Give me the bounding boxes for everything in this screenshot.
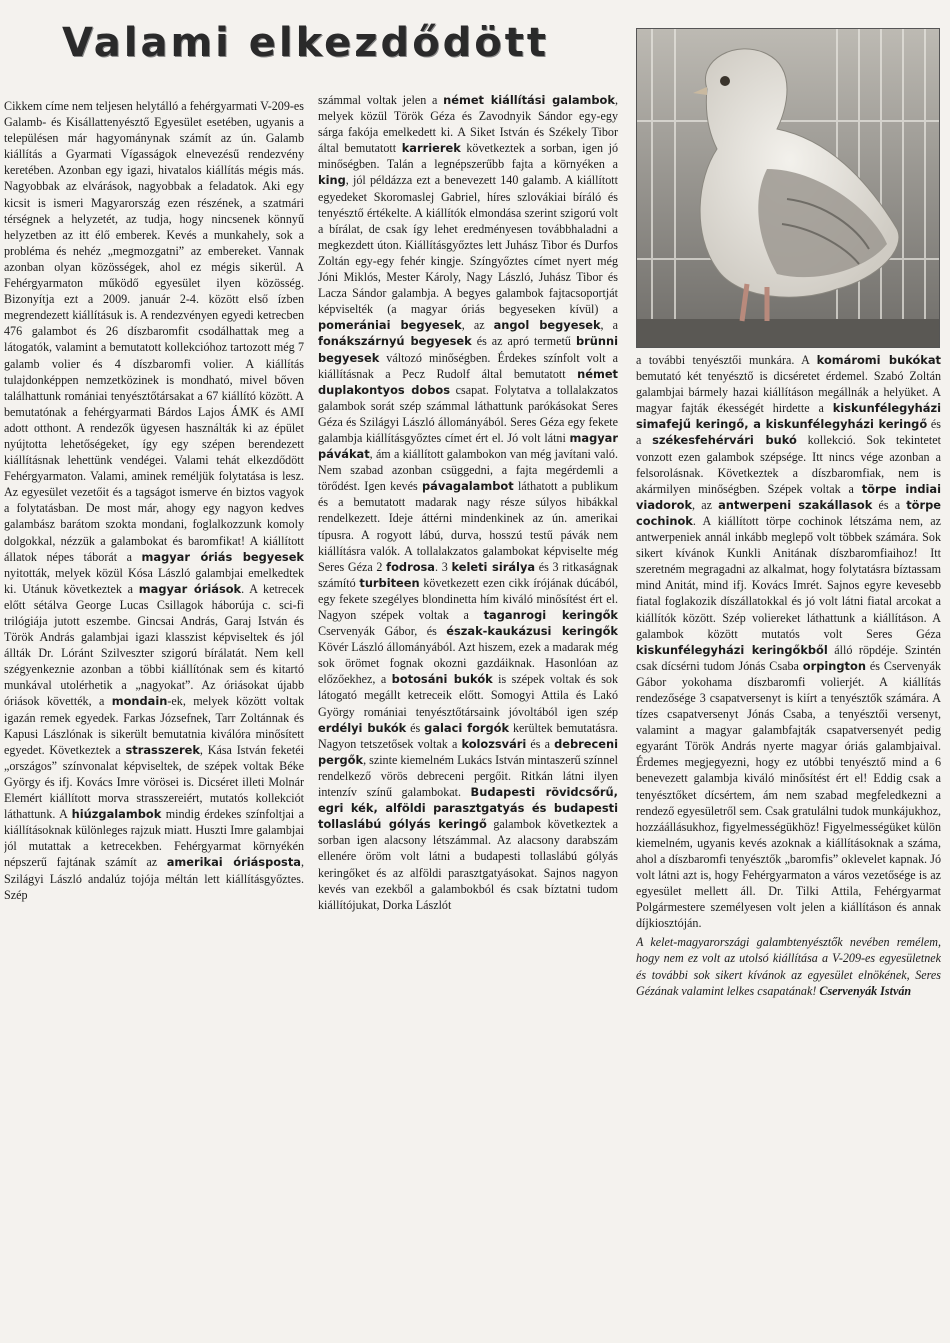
pigeon-photo — [636, 28, 940, 348]
article-text-run: következtek a sorban, igen jó minőségben. Talán a legnépszerűbb fajta a környéken a — [318, 141, 618, 172]
article-text-run: és az apró termetű — [471, 334, 576, 349]
author-signature: Cservenyák István — [819, 983, 912, 998]
highlighted-breed-name: törpe cochinok — [636, 497, 941, 528]
article-text-run: -ek, melyek között voltak igazán remek egyedek. Farkas Józsefnek, Tarr Zoltánnak és Kapusi Lászlónak is sikerült bemutatnia kiválóra minősített egyedet. Következtek a — [4, 694, 304, 757]
article-text-run: következett ezen cikk írójának dúcából, egy fekete szegélyes blondinetta hím kiváló minősítést ért el. Nagyon szépek voltak a — [318, 575, 618, 622]
article-text-run: . 3 — [435, 559, 452, 574]
highlighted-breed-name: mondain — [111, 694, 168, 709]
article-text-run: , az — [692, 497, 719, 512]
article-text-run: mindig érdekes színfoltjai a kiállításoknak különleges rajzuk miatt. Huszti Imre galambjai jól mutattak a ketrecekben. Fehérgyarmat környékén népszerű fajtának számít az — [4, 807, 304, 870]
highlighted-breed-name: pávagalambot — [421, 479, 514, 494]
highlighted-breed-name: észak-kaukázusi keringők — [446, 624, 618, 639]
article-text-run: bemutató két tenyésztő is dicséretet érdemel. Szabó Zoltán galambjai bármely hazai kiállításon megállnák a helyüket. A magyar fajták ékességét hirdette a — [636, 369, 941, 416]
article-text-run: láthatott a publikum és a bemutatott madarak nagy része súlyos hibákkal rendelkezett. Ideje áttérni mindenkinek az ún. amerikai típusra. A rogyott lábú, durva, hosszú testű pávák nem kiállításra valók. A tollalakzatos galambokat képviselte még Seres Géza 2 — [318, 479, 618, 574]
closing-remark: A kelet-magyarországi galambtenyésztők nevében remélem, hogy nem ez volt az utolsó kiállítása a V-209-es egyesületnek és további sok sikert kívánok az egyesület elnökének, Seres Gézának valamint lelkes csapatának! — [636, 935, 941, 998]
article-text-run: csapat. Folytatva a tollalakzatos galambok sorát szép számmal láthattunk parókásokat Seres Géza és Szilágyi László állományából. Seres Géza egy fekete galambja kiállításgyőztes címet ért el. Jó volt látni — [318, 382, 618, 445]
article-text-run: nyitották, melyek közül Kósa László galambjai emelkedtek ki. Utánuk következtek a — [4, 565, 304, 596]
highlighted-breed-name: turbiteen — [359, 575, 420, 590]
highlighted-breed-name: botosáni bukók — [391, 672, 493, 687]
article-column-2 — [318, 92, 618, 1338]
highlighted-breed-name: törpe indiai viadorok — [636, 481, 941, 512]
article-text-run: , jól példázza ezt a benevezett 140 galamb. A kiállított egyedeket Skoromaslej Gabriel, híres szlovákiai bíráló és tenyésztő értékelte. A kiállítók elmondása szerint szigorú volt a bírálat, de csak így lehet eredményesen továbbhaladni a megkezdett úton. Kiállításgyőztes lett Juhász Tibor és Durfos Zoltán egy-egy fehér kingje. Színgyőztes címet nyert még Jóni Miklós, Mester Károly, Nagy László, Juhász Tibor és Lacza Sándor galambja. A begyes galambok fajtacsoportját képviselték (a magyar óriás begyeseken kívül) a — [318, 173, 618, 317]
highlighted-breed-name: king — [318, 173, 346, 188]
highlighted-breed-name: székesfehérvári bukó — [652, 433, 797, 448]
highlighted-breed-name: karrierek — [401, 141, 461, 156]
article-text-run: , ám a kiállított galambokon van még javítani való. Nem szabad azonban csüggedni, a fajta megérdemli a törődést. Igen kevés — [318, 447, 618, 494]
article-text-run: Cikkem címe nem teljesen helytálló a fehérgyarmati V-209-es Galamb- és Kisállattenyésztő Egyesület esetében, ugyanis a településen már hagyománynak számít az ún. Galamb kiállítás a Gyarmati Vígasságok elnevezésű rendezvény keretében. Azonban egy igazi, hivatalos kiállítás mégis más. Nagyobbak az elvárások, nagyobbak a feladatok. Aki egy kicsit is ismeri Magyarország ezen részének, a szatmári térségnek a helyzetét, az tudja, hogy nincsenek könnyű helyzetben az itt élő emberek. Kevés a munkahely, sok a probléma és nehéz „megmozgatni” az embereket. Vannak azonban olyan közösségek, ahol ez mégis sikerül. A Fehérgyarmaton működő egyesület ilyen közösség. Bizonyítja ezt a 2009. január 2-4. között első ízben megrendezett kiállításuk is. A rendezvényen egyedi ketrecben 476 galambot és 26 díszbaromfit csodálhattak meg a látogatók, valamint a bemutatott kollekcióhoz tartozott még 7 galamb volier és 4 díszbaromfi volier. A kiállítás tulajdonképpen nemzetközinek is mondható, mivel bőven találhattunk romániai tenyésztőtársakat a 67 kiállító között. A bemutatónak a fehérgyarmati Bárdos Lajos ÁMK és AMI adott otthont. A rendezők ügyesen használták ki az épület nyújtotta lehetőségeket, így egy szépen berendezett kiállításnak lehettünk vendégei. Valami tehát elkezdődött Fehérgyarmaton. Valami, aminek reméljük folytatása is lesz. Az egyesület vezetőit és a tagságot ismerve én biztos vagyok a folytatásban. De most már, ahogy egy nagyon kedves galambász barátom szokta mondani, foglalkozzunk komoly dolgokkal, nézzük a galambokat és baromfikat! A kiállított állatok népes táborát a — [4, 99, 304, 564]
article-title: Valami elkezdődött — [62, 20, 550, 66]
highlighted-breed-name: német duplakontyos dobos — [318, 366, 618, 397]
highlighted-breed-name: hiúzgalambok — [71, 807, 162, 822]
article-text-run: , Kása István feketéi „országos” színvonalat képviseltek, de szépek voltak Béke György és ifj. Kovács Imre vörösei is. Dicséret illeti Molnár Elemért kiállított morva strasszereiért, mutatós kollekciót láthattunk. A — [4, 742, 304, 822]
highlighted-breed-name: magyar óriások — [138, 581, 242, 596]
highlighted-breed-name: brünni begyesek — [318, 334, 618, 365]
article-text-run: . A kiállított törpe cochinok létszáma nem, az antwerpeniek annál inkább meglepő volt többek számára. Sok sikert kívánok Kunkli Anitának díszbaromfiaihoz! Itt szeretném megragadni az alkalmat, hogy folytatásra bíztassam mind Anitát, mind ifj. Kovács Imrét. Sajnos egyre kevesebb fiatal foglakozik díszállatokkal és jó volt látni fiatal arcokat a kiállítók között. Szép voliereket láthattunk a kiállításon. A galambok között mutatós volt Seres Géza — [636, 513, 941, 641]
article-text-run: is szépek voltak és sok látogató megállt ketreceik előtt. Somogyi Attila és Lakó György romániai tenyésztőtársaink jóvoltából igen szép — [318, 672, 618, 719]
article-text-run: és — [406, 720, 425, 735]
highlighted-breed-name: debreceni pergők — [318, 736, 618, 767]
article-text-run: és a — [636, 417, 941, 448]
highlighted-breed-name: taganrogi keringők — [483, 608, 618, 622]
highlighted-breed-name: amerikai óriásposta — [166, 855, 301, 870]
article-text-run: , szinte kiemelném Lukács István mintaszerű színnel rendelkező vörös debreceni pergőit. Ritkán látni ilyen intenzív színű galambokat. — [318, 752, 618, 800]
highlighted-breed-name: komáromi bukókat — [816, 353, 941, 367]
article-text-run: kerültek bemutatásra. Nagyon tetszetősek voltak a — [318, 720, 618, 751]
highlighted-breed-name: fonákszárnyú begyesek — [318, 334, 472, 349]
highlighted-breed-name: orpington — [802, 658, 866, 673]
article-text-run: galambok következtek a sorban igen alacsony létszámmal. Az alacsony darabszám ellenére öröm volt látni a budapesti tollaslábú gólyás keringőket és az alföldi parasztgatyásokat. Sajnos nagyon kevés van ezekből a galambokból és csak bíztatni tudom kiállítójukat, Dorka Lászlót — [318, 817, 618, 912]
article-text-run: Kövér László állományából. Azt hiszem, ezek a madarak még sok örömet fognak okozni gazdáiknak. Hasonlóan az előzőekhez, a — [318, 640, 618, 687]
highlighted-breed-name: kolozsvári — [461, 736, 527, 751]
article-text-run: Cservenyák Gábor, és — [318, 624, 447, 639]
highlighted-breed-name: Budapesti rövidcsőrű, egri kék, alföldi parasztgatyás és budapesti tollaslábú gólyás keringő — [318, 785, 618, 832]
article-text-run: , az — [461, 318, 494, 333]
article-text-run: és 3 ritkaságnak számító — [318, 559, 618, 590]
highlighted-breed-name: magyar pávákat — [318, 430, 618, 462]
highlighted-breed-name: pomerániai begyesek — [318, 318, 462, 333]
article-text-run: számmal voltak jelen a — [318, 93, 444, 107]
highlighted-breed-name: magyar óriás begyesek — [141, 549, 304, 564]
article-text-run: változó minőségben. Érdekes színfolt volt a kiállításnak a Pecz Rudolf által bemutatott — [318, 350, 618, 381]
article-text-run: , a — [600, 318, 618, 333]
highlighted-breed-name: erdélyi bukók — [318, 720, 407, 735]
article-text-run: álló röpdéje. Szintén csak dícsérni tudom Jónás Csaba — [636, 642, 941, 673]
article-text-run: , melyek közül Török Géza és Zavodnyik Sándor egy-egy sárga fakója emelkedett ki. A Siket István és Székely Tibor által bemutatott — [318, 93, 618, 156]
highlighted-breed-name: strasszerek — [125, 742, 200, 757]
highlighted-breed-name: kiskunfélegyházi simafejű keringő, a kiskunfélegyházi keringő — [636, 401, 941, 432]
highlighted-breed-name: galaci forgók — [424, 720, 510, 735]
article-text-run: és a — [872, 497, 907, 512]
highlighted-breed-name: antwerpeni szakállasok — [718, 497, 873, 512]
highlighted-breed-name: keleti sirálya — [451, 559, 536, 574]
column-2-text — [318, 92, 618, 913]
article-text-run: a további tenyésztői munkára. A — [636, 353, 817, 367]
highlighted-breed-name: fodrosa — [386, 559, 435, 574]
article-text-run: , Szilágyi László andalúz tojója méltán lett kiállításgyőztes. Szép — [4, 855, 304, 902]
article-column-1 — [4, 98, 304, 1338]
article-column-3 — [636, 352, 941, 1338]
article-text-run: kollekció. Sok tekintetet vonzott ezen galambok szépsége. Itt nincs vége azonban a felsorolásnak. Következtek a díszbaromfiak, nem is akármilyen minőségben. Szépek voltak a — [636, 433, 941, 496]
highlighted-breed-name: német kiállítási galambok — [443, 93, 615, 107]
article-text-run: . A ketrecek előtt sétálva George Lucas Csillagok háborúja c. sci-fi trilógiája jutott eszembe. Gincsai András, Garaj István és Török András galambjai igazi klasszist képviseltek és jól állták Dr. Lóránt Szilveszter szigorú bírálatát. Nem kell szégyenkeznie azonban a többi kiállítónak sem és kitartó munkával utolérhetik a „nagyokat”. Az óriásokat újabb óriások követték, a — [4, 581, 304, 709]
article-text-run: és a — [526, 736, 555, 751]
column-1-text — [4, 98, 304, 903]
highlighted-breed-name: angol begyesek — [493, 318, 601, 333]
highlighted-breed-name: kiskunfélegyházi keringőkből — [636, 642, 828, 657]
article-text-run: és Cservenyák Gábor yokohama díszbaromfi volierjét. A kiállítás rendezősége 3 csapatversenyt is kiírt a tenyésztők számára. A tízes csapatversenyt Jónás Csaba, a tenyésztői versenyt, valamint a magyar galambfajták csapatversenyét pedig egyaránt Török András nyerte magyar óriás galambjaival. Érdemes megjegyezni, hogy ez utóbbi tenyésztő mind a 6 benevezett galambja kiváló minősítést ért el! Eddig csak a tenyésztőket dícsértem, ám nem szabad megfeledkezni a rendező egyesületről sem. Csak gratulálni tudok munkájukhoz, hozzáállásukhoz, figyelmességükhöz! Figyelmességüket külön kiemelném, ugyanis kevés azoknak a kiállításoknak a száma, ahol a díszbaromfi tenyésztők „baromfis” oklevelet kapnak. Jó volt látni azt is, hogy Fehérgyarmaton a város vezetősége is az egyesület mellett áll. Dr. Tilki Attila, Fehérgyarmat Polgármestere személyesen volt jelen a kiállításon és annak díjkiosztóján. — [636, 658, 941, 931]
column-3-text — [636, 352, 941, 931]
